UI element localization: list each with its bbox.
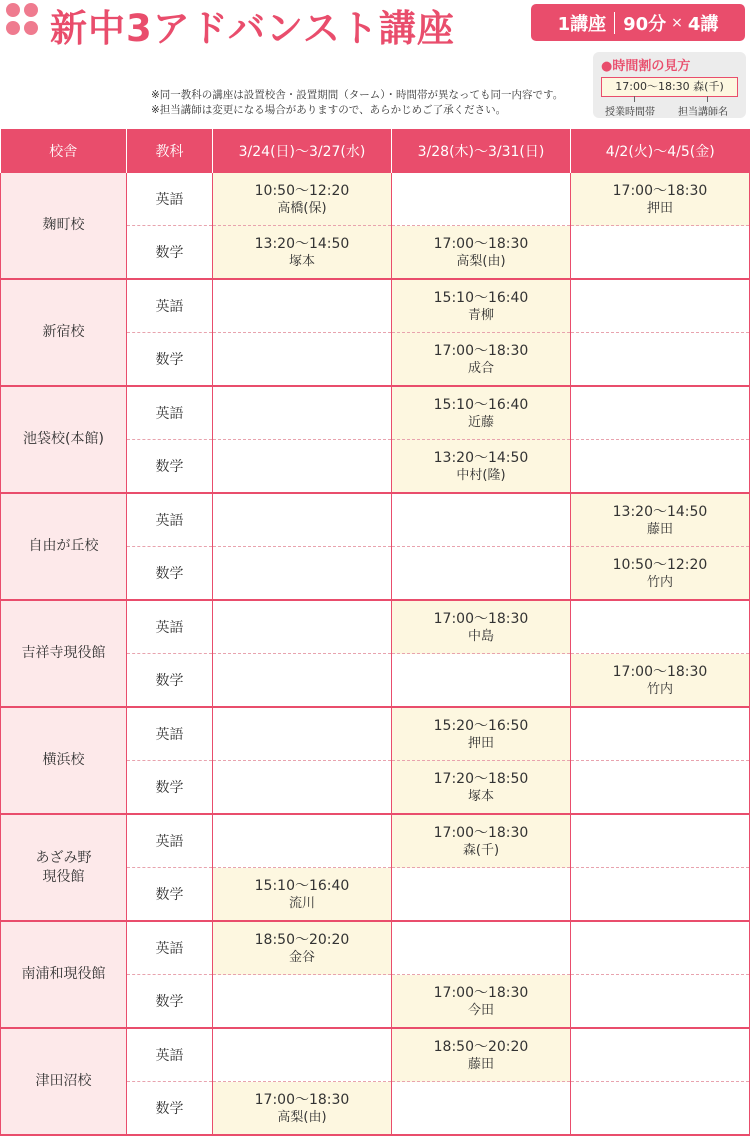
schedule-cell	[213, 868, 392, 922]
slot-time: 13:20～14:50	[433, 449, 529, 466]
school-name: 南浦和現役館	[1, 921, 127, 1028]
table-row	[1, 921, 750, 975]
subject-label: 数学	[127, 1082, 213, 1136]
slot-time: 17:00～18:30	[433, 984, 529, 1001]
schedule-cell	[213, 226, 392, 280]
note-teacher-change: ※担当講師は変更になる場合がありますので、あらかじめご了承ください。	[151, 104, 507, 116]
slot-time: 18:50～20:20	[254, 931, 350, 948]
schedule-cell	[392, 440, 571, 494]
slot-time: 17:00～18:30	[433, 610, 529, 627]
table-row	[1, 279, 750, 333]
school-name: あざみ野 現役館	[1, 814, 127, 921]
slot-teacher: 高梨(由)	[456, 253, 506, 269]
note-same-content: ※同一教科の講座は設置校舎・設置期間（ターム）・時間帯が異なっても同一内容です。	[151, 89, 564, 101]
slot-time: 15:10～16:40	[433, 289, 529, 306]
page-header	[0, 0, 750, 128]
schedule-cell	[392, 333, 571, 387]
badge-times: ×	[671, 14, 683, 31]
slot-time: 17:00～18:30	[254, 1091, 350, 1108]
schedule-cell	[213, 761, 392, 815]
legend-tick-right	[707, 96, 708, 102]
schedule-cell	[213, 279, 392, 333]
subject-label: 英語	[127, 173, 213, 226]
school-name: 池袋校(本館)	[1, 386, 127, 493]
schedule-cell	[571, 654, 750, 708]
schedule-cell	[571, 600, 750, 654]
schedule-cell	[392, 493, 571, 547]
slot-time: 18:50～20:20	[433, 1038, 529, 1055]
subject-label: 英語	[127, 707, 213, 761]
subject-label: 数学	[127, 654, 213, 708]
table-row	[1, 386, 750, 440]
schedule-cell	[213, 814, 392, 868]
slot-teacher: 塚本	[467, 788, 494, 804]
schedule-cell	[571, 493, 750, 547]
subject-label: 数学	[127, 440, 213, 494]
slot-time: 10:50～12:20	[612, 556, 708, 573]
slot-time: 17:20～18:50	[433, 770, 529, 787]
schedule-cell	[213, 386, 392, 440]
legend-sample: 17:00～18:30 森(千)	[601, 77, 738, 97]
legend-title: ●時間割の見方	[601, 59, 691, 74]
slot-time: 17:00～18:30	[433, 342, 529, 359]
slot-teacher: 森(千)	[462, 842, 500, 858]
table-row	[1, 600, 750, 654]
schedule-cell	[392, 814, 571, 868]
slot-teacher: 中島	[467, 628, 494, 644]
subject-label: 英語	[127, 493, 213, 547]
badge-lessons: 1講座	[557, 13, 607, 35]
schedule-cell	[213, 975, 392, 1029]
timetable-legend	[593, 52, 746, 118]
schedule-cell	[571, 975, 750, 1029]
badge-count: 4講	[687, 13, 719, 35]
subject-label: 数学	[127, 547, 213, 601]
legend-tick-left	[634, 96, 635, 102]
schedule-cell	[213, 333, 392, 387]
slot-teacher: 藤田	[646, 521, 673, 537]
slot-time: 15:10～16:40	[254, 877, 350, 894]
legend-caption-time: 授業時間帯	[605, 107, 655, 118]
schedule-cell	[392, 547, 571, 601]
schedule-cell	[392, 921, 571, 975]
subject-label: 英語	[127, 1028, 213, 1082]
subject-label: 数学	[127, 226, 213, 280]
schedule-cell	[392, 386, 571, 440]
dots-icon	[6, 3, 40, 37]
schedule-cell	[213, 440, 392, 494]
subject-label: 数学	[127, 333, 213, 387]
schedule-body	[1, 173, 750, 1135]
schedule-cell	[571, 386, 750, 440]
slot-teacher: 成合	[467, 360, 494, 376]
slot-teacher: 高梨(由)	[277, 1109, 327, 1125]
header-term3: 4/2(火)～4/5(金)	[571, 129, 750, 173]
schedule-cell	[571, 814, 750, 868]
slot-time: 17:00～18:30	[612, 663, 708, 680]
schedule-cell	[571, 761, 750, 815]
slot-teacher: 塚本	[288, 253, 315, 269]
subject-label: 英語	[127, 814, 213, 868]
slot-time: 15:10～16:40	[433, 396, 529, 413]
school-name: 横浜校	[1, 707, 127, 814]
schedule-cell	[213, 493, 392, 547]
schedule-cell	[213, 547, 392, 601]
header-term2: 3/28(木)～3/31(日)	[392, 129, 571, 173]
slot-teacher: 竹内	[646, 681, 673, 697]
schedule-cell	[392, 1082, 571, 1136]
schedule-table	[0, 129, 750, 1136]
slot-teacher: 金谷	[288, 949, 315, 965]
slot-time: 15:20～16:50	[433, 717, 529, 734]
subject-label: 英語	[127, 921, 213, 975]
table-row	[1, 707, 750, 761]
schedule-cell	[571, 440, 750, 494]
slot-teacher: 竹内	[646, 574, 673, 590]
slot-teacher: 今田	[467, 1002, 494, 1018]
table-row	[1, 493, 750, 547]
table-row	[1, 1028, 750, 1082]
table-row	[1, 814, 750, 868]
schedule-cell	[571, 1028, 750, 1082]
subject-label: 数学	[127, 975, 213, 1029]
school-name: 自由が丘校	[1, 493, 127, 600]
school-name: 新宿校	[1, 279, 127, 386]
header-row	[1, 129, 750, 173]
legend-caption-teacher: 担当講師名	[678, 107, 728, 118]
schedule-cell	[213, 173, 392, 226]
schedule-cell	[392, 600, 571, 654]
course-badge	[531, 4, 745, 41]
slot-teacher: 高橋(保)	[277, 200, 327, 216]
school-name: 麹町校	[1, 173, 127, 279]
schedule-cell	[571, 547, 750, 601]
schedule-cell	[571, 333, 750, 387]
slot-time: 13:20～14:50	[612, 503, 708, 520]
schedule-cell	[213, 600, 392, 654]
schedule-cell	[571, 868, 750, 922]
schedule-cell	[571, 226, 750, 280]
slot-teacher: 流川	[288, 895, 315, 911]
header-term1: 3/24(日)～3/27(水)	[213, 129, 392, 173]
slot-time: 17:00～18:30	[433, 824, 529, 841]
header-subject: 教科	[127, 129, 213, 173]
slot-time: 13:20～14:50	[254, 235, 350, 252]
header-school: 校舎	[1, 129, 127, 173]
schedule-cell	[213, 707, 392, 761]
schedule-cell	[571, 279, 750, 333]
slot-time: 17:00～18:30	[612, 182, 708, 199]
schedule-cell	[392, 975, 571, 1029]
schedule-cell	[392, 1028, 571, 1082]
slot-teacher: 押田	[467, 735, 494, 751]
slot-teacher: 中村(隆)	[456, 467, 506, 483]
subject-label: 英語	[127, 600, 213, 654]
slot-teacher: 青柳	[467, 307, 494, 323]
schedule-cell	[392, 226, 571, 280]
schedule-cell	[392, 707, 571, 761]
subject-label: 英語	[127, 386, 213, 440]
subject-label: 数学	[127, 761, 213, 815]
schedule-cell	[571, 1082, 750, 1136]
page-title: 新中3アドバンスト講座	[50, 7, 455, 50]
schedule-cell	[571, 173, 750, 226]
badge-minutes: 90分	[623, 13, 667, 35]
badge-divider	[614, 12, 615, 34]
slot-teacher: 藤田	[467, 1056, 494, 1072]
schedule-cell	[571, 707, 750, 761]
subject-label: 数学	[127, 868, 213, 922]
slot-time: 10:50～12:20	[254, 182, 350, 199]
slot-time: 17:00～18:30	[433, 235, 529, 252]
schedule-cell	[392, 654, 571, 708]
schedule-cell	[213, 1082, 392, 1136]
schedule-cell	[213, 921, 392, 975]
school-name: 吉祥寺現役館	[1, 600, 127, 707]
schedule-cell	[213, 654, 392, 708]
subject-label: 英語	[127, 279, 213, 333]
table-row	[1, 173, 750, 226]
slot-teacher: 近藤	[467, 414, 494, 430]
schedule-cell	[571, 921, 750, 975]
schedule-cell	[392, 279, 571, 333]
school-name: 津田沼校	[1, 1028, 127, 1135]
schedule-cell	[213, 1028, 392, 1082]
slot-teacher: 押田	[646, 200, 673, 216]
schedule-cell	[392, 173, 571, 226]
schedule-cell	[392, 868, 571, 922]
schedule-cell	[392, 761, 571, 815]
